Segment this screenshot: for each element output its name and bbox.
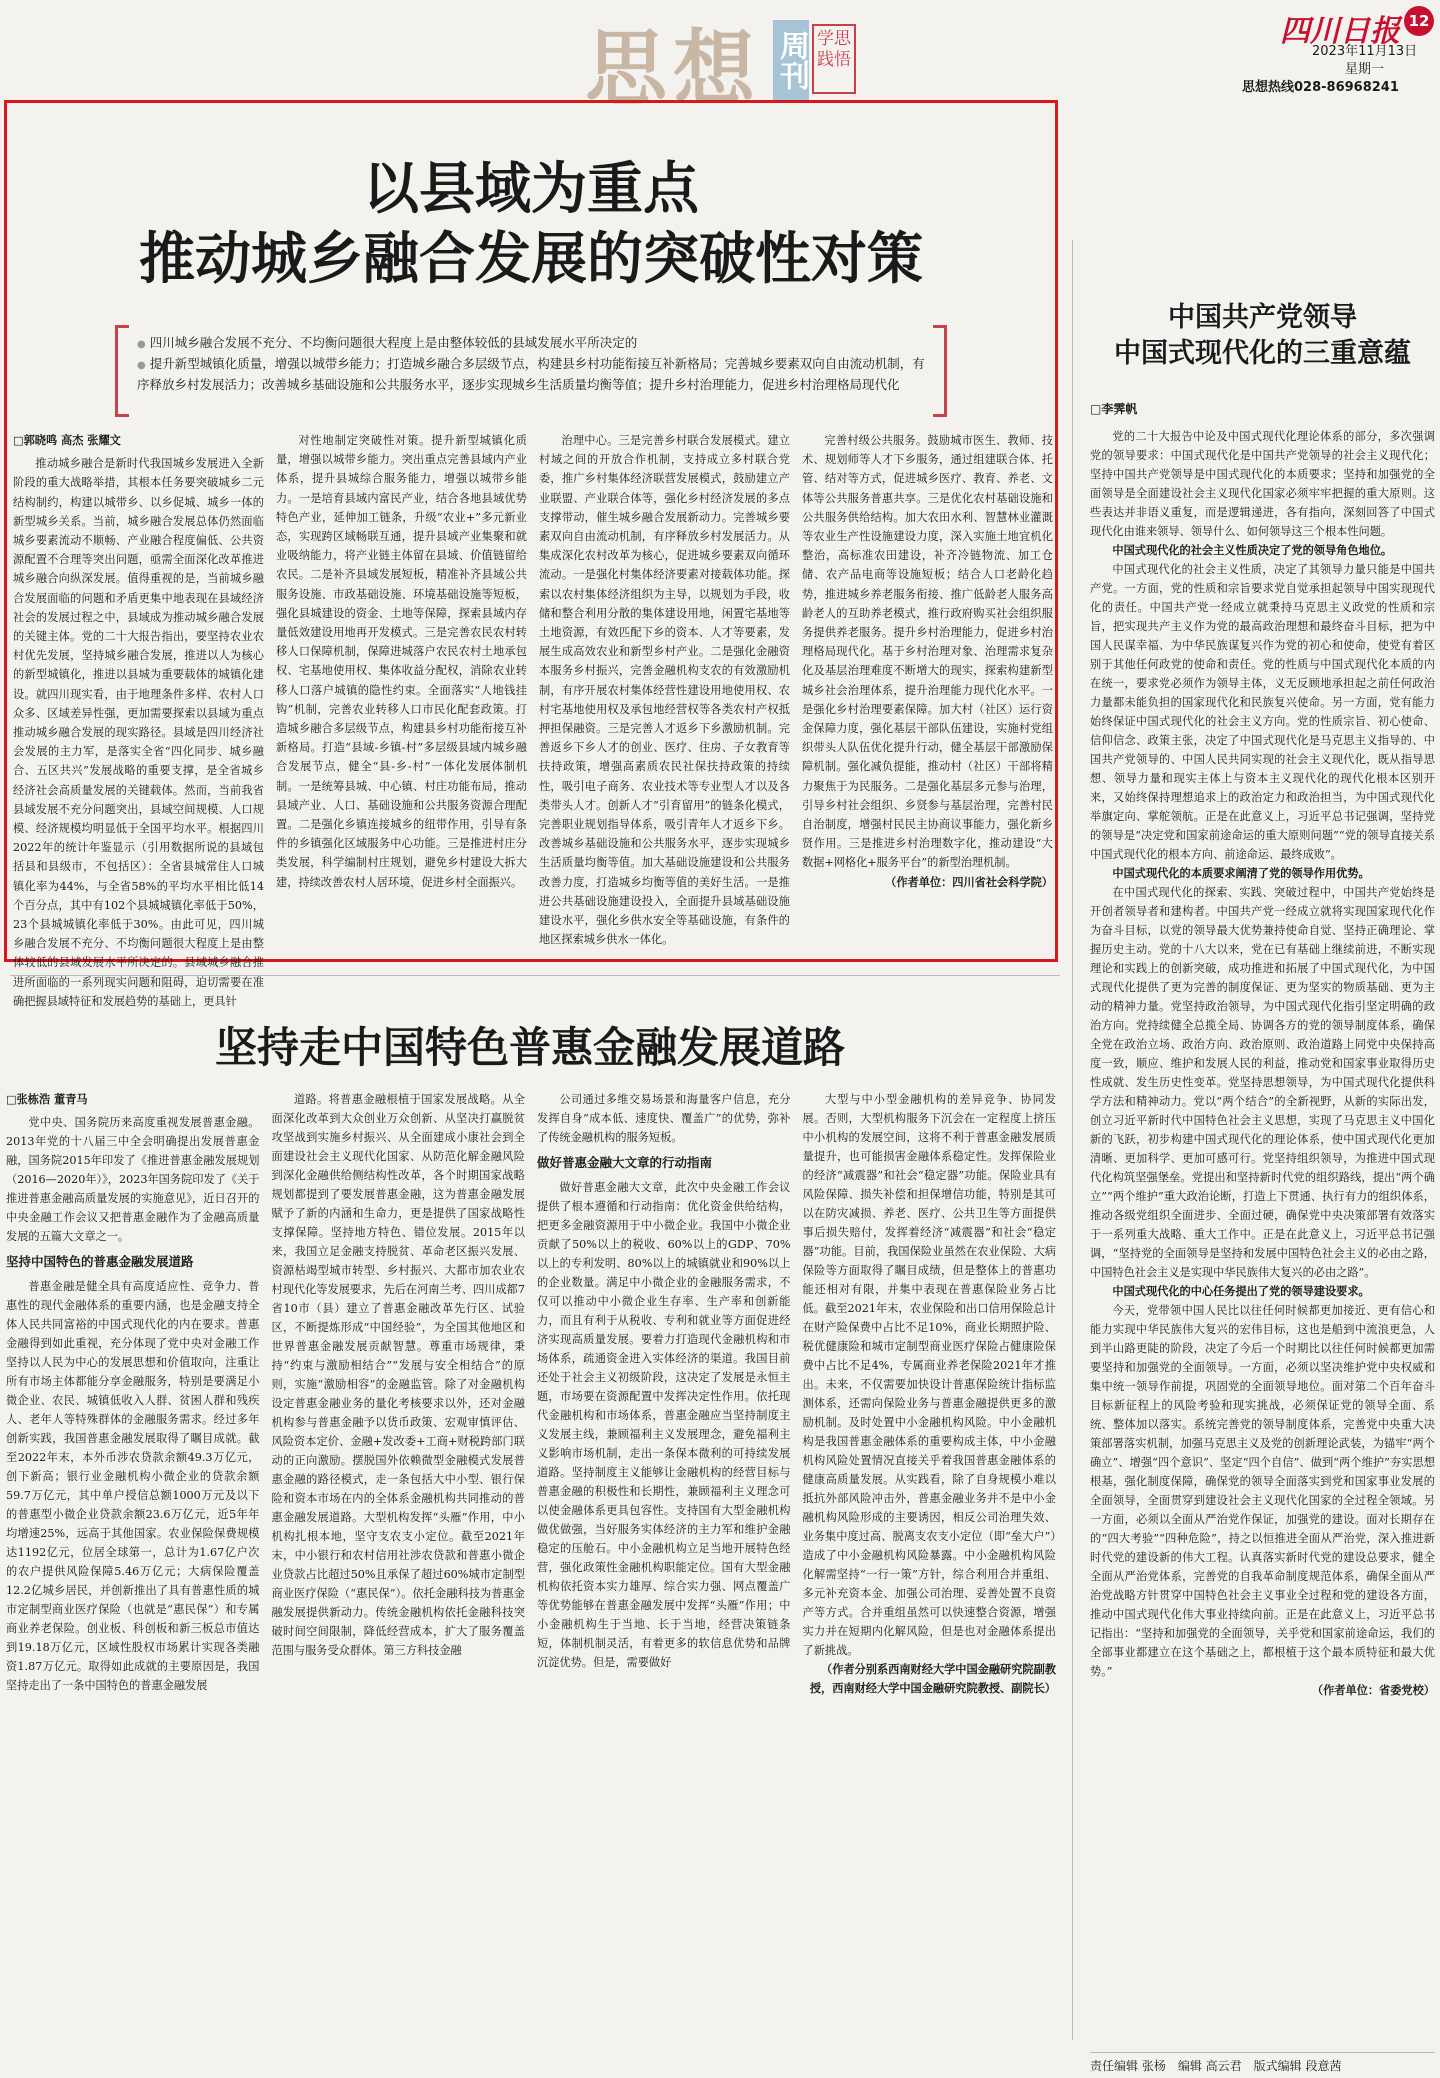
hotline: 思想热线028-86968241 [1242,80,1399,95]
article1-text: 治理中心。三是完善乡村联合发展模式。建立村域之间的开放合作机制，支持成立多村联合党委，推广乡村集体经济联营发展模式，鼓励建立产业联盟、产业联合体等，强化乡村经济发展的多点支撑带动，催生城乡融合发展新动力。完善城乡要素双向自由流动机制，有序释放乡村发展活力。从集成深化农村改革为核心，促进城乡要素双向循环流动。一是强化村集体经济要素对接载体功能。探索以农村集体经济组织为主导，以规划为手段，收储和整合利用分散的集体建设用地，闲置宅基地等土地资源，有效匹配下乡的资本、人才等要素，发展生成高效农业和新型乡村产业。二是强化金融资本服务乡村振兴，完善金融机构支农的有效激励机制，有序开展农村集体经营性建设用地使用权、农村宅基地使用权及承包地经营权等各类农村产权抵押担保融资。三是完善人才返乡下乡激励机制。完善返乡下乡人才的创业、医疗、住房、子女教育等扶持政策，增强高素质农民社保扶持政策的持续性，吸引电子商务、农业技术等专业型人才以及各类带头人才。创新人才“引育留用”的链条化模式，完善职业规划指导体系，吸引青年人才返乡下乡。改善城乡基础设施和公共服务水平，逐步实现城乡生活质量均衡等值。加大基础设施建设和公共服务改善力度，打造城乡均衡等值的美好生活。一是推进公共基础设施建设投入，全面提升县域基础设施建设水平，强化乡供水安全等基础设施，有条件的地区探索城乡供水一体化。 [539,434,790,947]
article2-body [6,1090,1056,2040]
article3-subhead: 中国式现代化的社会主义性质决定了党的领导角色地位。 [1112,543,1393,557]
article2-col-4 [803,1090,1057,2040]
summary-point-1: ● 四川城乡融合发展不充分、不均衡问题很大程度上是由整体较低的县域发展水平所决定的 [137,333,927,354]
article3-title [1090,300,1435,372]
article3-title-line2: 中国式现代化的三重意蕴 [1114,338,1411,369]
editor-credits: 责任编辑 张杨 编辑 高云君 版式编辑 段意茜 [1090,2052,1435,2074]
bracket-right [933,325,947,417]
article3-author-note: （作者单位：省委党校） [1311,1683,1435,1697]
article3-body [1090,427,1435,2027]
article2-text: 道路。将普惠金融根植于国家发展战略。从全面深化改革到大众创业万众创新、从坚决打赢脱贫攻坚战到实施乡村振兴、从全面建成小康社会到全面建设社会主义现代化国家、从防范化解金融风险到深化金融供给侧结构性改革，各个时期国家战略规划都提到了要发展普惠金融，这为普惠金融发展赋予了新的内涵和生命力，更是提供了国家战略性支撑保障。坚持地方特色、错位发展。2015年以来，我国立足金融支持脱贫、革命老区振兴发展、资源枯竭型城市转型、乡村振兴、大都市加农业农村现代化等发展要求，先后在河南兰考、四川成都7省10市（县）建立了普惠金融改革先行区、试验区，不断提炼形成“中国经验”，为全国其他地区和世界普惠金融发展贡献智慧。尊重市场规律，秉持“约束与激励相结合”“发展与安全相结合”的原则，实施“激励相容”的金融监管。除了对金融机构设定普惠金融业务的量化考核要求以外，还对金融机构参与普惠金融予以货币政策、宏观审慎评估、风险资本定价、金融+发改委+工商+财税跨部门联动的正向激励。摆脱国外依赖微型金融模式发展普惠金融的路径模式，走一条包括大中小型、银行保险和资本市场在内的全体系金融机构共同推动的普惠金融发展道路。大型机构发挥“头雁”作用，中小机构扎根本地，坚守支农支小定位。截至2021年末，中小银行和农村信用社涉农贷款和普惠小微企业贷款占比超过50%且承保了超过60%城市定制型商业医疗保险（“惠民保”）。依托金融科技为普惠金融发展提供新动力。传统金融机构依托金融科技突破时间空间限制，降低经营成本，扩大了服务覆盖范围与服务受众群体。第三方科技金融 [271,1093,525,1657]
section-zhou-label: 周刊 [773,20,809,100]
article2-col-2 [272,1090,526,2040]
article1-author-note: （作者单位：四川省社会科学院） [885,874,1053,889]
article1-title [7,155,1055,295]
article2-col-1 [6,1090,260,2040]
article1-title-line2: 推动城乡融合发展的突破性对策 [139,227,923,292]
issue-date: 2023年11月13日 [1312,44,1418,59]
article2-text: 公司通过多维交易场景和海量客户信息，充分发挥自身“成本低、速度快、覆盖广”的优势，弥补了传统金融机构的服务短板。 [537,1093,791,1144]
page-number: 12 [1404,6,1434,36]
article3-byline: □李霁帆 [1090,402,1138,416]
article3 [1090,300,1435,2040]
article1-title-line1: 以县域为重点 [363,157,699,222]
article3-subhead: 中国式现代化的中心任务提出了党的领导建设要求。 [1112,1284,1370,1298]
section-sub-label: 学思践悟 [812,24,856,94]
article1-col-3 [539,431,790,951]
section-divider [10,975,1060,976]
article1-col-2 [276,431,527,951]
article3-subhead: 中国式现代化的本质要求阐清了党的领导作用优势。 [1112,866,1370,880]
article2-byline: □张栋浩 董青马 [6,1092,88,1106]
article1-text: 完善村级公共服务。鼓励城市医生、教师、技术、规划师等人才下乡服务，通过组建联合体、托管、结对等方式，促进城乡医疗、教育、养老、文体等公共服务普惠共享。三是优化农村基础设施和公共服务供给结构。加大农田水利、智慧林业灌溉等农业生产性设施建设力度，深入实施土地宜机化整治，高标准农田建设，补齐冷链物流、加工仓储、农产品电商等设施短板；结合人口老龄化趋势，推进城乡养老服务衔接、推广低龄老人服务高龄老人的互助养老模式，推行政府购买社会组织服务提供养老服务。提升乡村治理能力，促进乡村治理格局现代化。基于乡村治理对象、治理需求复杂化及基层治理难度不断增大的现实，探索构建新型城乡社会治理体系，提升治理能力现代化水平。一是强化乡村治理要素保障。加大村（社区）运行资金保障力度，强化基层干部队伍建设，实施村党组织带头人队伍优化提升行动，健全基层干部激励保障机制。强化减负提能，推动村（社区）干部将精力聚焦于为民服务。二是强化基层多元参与治理，引导乡村社会组织、乡贤参与基层治理，完善村民自治制度，增强村民民主协商议事能力，强化新乡贤作用。三是推进乡村治理数字化，推动建设“大数据+网格化+服务平台”的新型治理机制。 [802,434,1053,870]
article1-col-4 [802,431,1053,951]
article2-title: 坚持走中国特色普惠金融发展道路 [214,1023,845,1072]
article3-paragraph: 中国式现代化的社会主义性质，决定了其领导力量只能是中国共产党。一方面，党的性质和宗旨要求党自觉承担起领导中国实现现代化的责任。中国共产党一经成立就秉持马克思主义政党的性质和宗旨，把实现共产主义作为党的最高政治理想和最终奋斗目标，把为中国人民谋幸福、为中华民族谋复兴作为党的初心和使命，使党有着区别于其他任何政党的使命和责任。党的性质与中国式现代化本质的内在统一，要求党必须作为领导主体，义无反顾地承担起之前任何政治力量都未能负担的国家现代化和民族复兴使命。另一方面，党有能力始终保证中国式现代化的社会主义方向。党的性质宗旨、初心使命、信仰信念、政策主张，决定了中国式现代化是马克思主义指导的、中国共产党领导的、中国人民共同实现的社会主义现代化，既从指导思想、领导力量和现实主体上与资本主义现代化的现代化根本区别开来，又始终保持理想追求上的政治定力和政治担当，为中国式现代化举旗定向、掌舵领航。正是在此意义上，习近平总书记强调，坚持党的领导是“决定党和国家前途命运的重大原则问题”“党的领导直接关系中国式现代化的根本方向、前途命运、最终成败”。 [1090,563,1435,861]
article1-text: 对性地制定突破性对策。提升新型城镇化质量，增强以城带乡能力。突出重点完善县域内产业体系，提升县城综合服务能力，增强以城带乡能力。一是培育县域内富民产业，结合各地县域优势特色产业，延伸加工链条，升级“农业+”多元新业态，实现跨区域畅联互通，提升县域产业集聚和就业吸纳能力，将产业链主体留在县域、价值链留给农民。二是补齐县域发展短板，精准补齐县域公共服务设施、市政基础设施、环境基础设施等短板，强化县城建设的资金、土地等保障，探索县域内存量低效建设用地再开发模式。三是完善农民农村转移人口保障机制，保障进城落户农民农村土地承包权、宅基地使用权、集体收益分配权，消除农业转移人口落户城镇的隐性约束。全面落实“人地钱挂钩”机制，完善农业转移人口市民化配套政策。打造城乡融合多层级节点，构建县乡村功能衔接互补新格局。打造“县域-乡镇-村”多层级县域内城乡融合发展节点，健全“县-乡-村”一体化发展体制机制。一是统筹县城、中心镇、村庄功能布局，推动县域产业、人口、基础设施和公共服务资源合理配置。二是强化乡镇连接城乡的纽带作用，引导有条件的乡镇强化区域服务中心功能。三是推进村庄分类发展，科学编制村庄规划，避免乡村建设大拆大建，持续改善农村人居环境，促进乡村全面振兴。 [276,434,527,889]
article1-summary [115,325,947,417]
article1-col-1 [13,431,264,1008]
article3-title-line1: 中国共产党领导 [1168,302,1357,333]
article-highlighted [4,100,1058,1008]
issue-weekday: 星期一 [1345,62,1385,77]
column-divider [1072,240,1073,2040]
section-title: 思想 [585,21,762,117]
article2-col-3 [537,1090,791,2040]
article1-body [13,431,1053,1008]
summary-text [137,333,927,394]
article2-text: 大型与中小型金融机构的差异竞争、协同发展。否则，大型机构服务下沉会在一定程度上挤压中小机构的发展空间，这将不利于普惠金融发展质量提升，也可能损害金融体系稳定性。发挥保险业的经济“减震器”和社会“稳定器”功能。保险业具有风险保障、损失补偿和担保增信功能，特别是其可以在防灾减损、养老、医疗、公共卫生等方面提供事后损失赔付，发挥着经济“减震器”和社会“稳定器”功能。目前，我国保险业虽然在农业保险、大病保险等方面取得了瞩目成绩，但是整体上的普惠功能还相对有限，并集中表现在普惠保险业务占比低。截至2021年末，农业保险和出口信用保险总计在财产险保费中占比不足10%，商业长期照护险、税优健康险和城市定制型商业医疗保险占健康险保费中占比不足4%，专属商业养老保险2021年才推出。未来，不仅需要加快设计普惠保险统计指标监测体系，还需向保险业务与普惠金融提供更多的激励机制。及时处置中小金融机构风险。中小金融机构是我国普惠金融体系的重要构成主体，中小金融机构风险处置情况直接关乎着我国普惠金融体系的健康高质量发展。从实践看，除了自身规模小难以抵抗外部风险冲击外，普惠金融业务并不是中小金融机构风险形成的主要诱因，相反公司治理失效、业务集中度过高、脱离支农支小定位（即“垒大户”）造成了中小金融机构风险暴露。中小金融机构风险化解需坚持“一行一策”方针，综合利用合并重组、多元补充资本金、加强公司治理、妥善处置不良资产等方式。合并重组虽然可以快速整合资源，增强实力并在短期内化解风险，但是也对金融体系提出了新挑战。 [802,1093,1056,1657]
article1-byline: □郭晓鸣 高杰 张耀文 [13,433,121,447]
summary-point-2: ● 提升新型城镇化质量，增强以城带乡能力；打造城乡融合多层级节点，构建县乡村功能衔接互补新格局；完善城乡要素双向自由流动机制，有序释放乡村发展活力；改善城乡基础设施和公共服务水平，逐步实现城乡生活质量均衡等值；提升乡村治理能力，促进乡村治理格局现代化 [137,354,927,394]
article2-text: 普惠金融是健全具有高度适应性、竞争力、普惠性的现代金融体系的重要内涵，也是金融支持全体人民共同富裕的中国式现代化的内在要求。普惠金融得到如此重视，充分体现了党中央对金融工作坚持以人民为中心的发展思想和价值取向，注重让所有市场主体都能分享金融服务，特别是要满足小微企业、农民、城镇低收入人群、贫困人群和残疾人、老年人等特殊群体的金融服务需求。经过多年创新实践，我国普惠金融发展取得了瞩目成就。截至2022年末，本外币涉农贷款余额49.3万亿元，创下新高；银行业金融机构小微企业的贷款余额59.7万亿元，其中单户授信总额1000万元及以下的普惠型小微企业贷款余额23.6万亿元，近5年年均增速25%，远高于其他国家。农业保险保费规模达1192亿元，位居全球第一，总计为1.67亿户次的农户提供风险保障5.46万亿元；大病保险覆盖12.2亿城乡居民，并创新推出了具有普惠性质的城市定制型商业医疗保险（也就是“惠民保”）和专属商业养老保险。创业板、科创板和新三板总市值达到19.18万亿元，区域性股权市场累计实现各类融资1.87万亿元。取得如此成就的主要原因是，我国坚持走出了一条中国特色的普惠金融发展 [6,1280,260,1692]
article3-paragraph: 今天，党带领中国人民比以往任何时候都更加接近、更有信心和能力实现中华民族伟大复兴的宏伟目标，这也是船到中流浪更急，人到半山路更陡的阶段，决定了今后一个时期比以往任何时候都更加需要坚持和加强党的全面领导。一方面，必须以坚决维护党中央权威和集中统一领导作前提，巩固党的全面领导地位。面对第二个百年奋斗目标新征程上的风险考验和现实挑战，必须保证党的领导全面、系统、整体加以落实。系统完善党的领导制度体系，完善党中央重大决策部署落实机制，加强马克思主义及党的创新理论武装，为锚牢“两个确立”、增强“四个意识”、坚定“四个自信”、做到“两个维护”夯实思想根基，强化制度保障，确保党的领导全面落实到党和国家事业发展的全面领导，全面贯穿到建设社会主义现代化国家的全过程全领域。另一方面，必须以全面从严治党作保证，加强党的建设。面对长期存在的“四大考验”“四种危险”，持之以恒推进全面从严治党，深入推进新时代党的建设新的伟大工程。认真落实新时代党的建设总要求，健全全面从严治党体系，完善党的自我革命制度规范体系，确保全面从严治党战略方针贯穿中国特色社会主义事业全过程和党的建设各方面，推动中国式现代化伟大事业持续向前。正是在此意义上，习近平总书记指出：“坚持和加强党的全面领导，关乎党和国家前途命运，我们的全部事业都建立在这个基础之上，都根植于这个最本质特征和最大优势。” [1090,1304,1435,1678]
bracket-left [115,325,129,417]
article2-section-head: 坚持中国特色的普惠金融发展道路 [6,1254,194,1269]
article2-text: 党中央、国务院历来高度重视发展普惠金融。2013年党的十八届三中全会明确提出发展普惠金融，国务院2015年印发了《推进普惠金融发展规划（2016—2020年）》，2023年国务院印发了《关于推进普惠金融高质量发展的实施意见》，近日召开的中央金融工作会议又把普惠金融作为了金融高质量发展的五篇大文章之一。 [6,1116,260,1243]
article2-text: 做好普惠金融大文章，此次中央金融工作会议提供了根本遵循和行动指南：优化资金供给结构，把更多金融资源用于中小微企业。我国中小微企业贡献了50%以上的税收、60%以上的GDP、70%以上的专利发明、80%以上的城镇就业和90%以上的企业数量。满足中小微企业的金融服务需求，不仅可以推动中小微企业生存率、生产率和创新能力，而且有利于从税收、专利和就业等方面促进经济实现高质量发展。要着力打造现代金融机构和市场体系，疏通资金进入实体经济的渠道。我国目前还处于社会主义初级阶段，这决定了发展是永恒主题，市场要在资源配置中发挥决定性作用。依托现代金融机构和市场体系，普惠金融应当坚持制度主义发展主线，兼顾福利主义发展理念，避免福利主义影响市场机制，走出一条保本微利的可持续发展道路。坚持制度主义能够让金融机构的经营目标与普惠金融的积极性和长期性，兼顾福利主义理念可以使金融体系更具包容性。支持国有大型金融机构做优做强，当好服务实体经济的主力军和维护金融稳定的压舱石。中小金融机构立足当地开展特色经营，强化政策性金融机构职能定位。国有大型金融机构依托资本实力雄厚、综合实力强、网点覆盖广等优势能够在普惠金融发展中发挥“头雁”作用；中小金融机构生于当地、长于当地，经营决策链条短，体制机制灵活，有着更多的软信息优势和品牌沉淀优势。但是，需要做好 [537,1181,791,1669]
article3-paragraph: 党的二十大报告中论及中国式现代化理论体系的部分，多次强调党的领导要求：中国式现代化是中国共产党领导的社会主义现代化；坚持中国共产党领导是中国式现代化的本质要求；坚持和加强党的全面领导是全面建设社会主义现代化国家必须牢牢把握的重大原则。这些表达并非语义重复，而是逻辑递进，各有指向，深刻回答了中国式现代化由谁来领导、领导什么、如何领导这三个根本性问题。 [1090,430,1435,538]
article1-text: 推动城乡融合是新时代我国城乡发展进入全新阶段的重大战略举措，其根本任务要突破城乡二元结构制约，构建以城带乡、以乡促城、城乡一体的新型城乡关系。当前，城乡融合发展总体仍然面临城乡要素流动不顺畅、产业融合程度偏低、公共资源配置不合理等突出问题，亟需全面深化改革推进城乡融合向纵深发展。值得重视的是，当前城乡融合发展面临的问题和矛盾更集中地表现在县域经济社会的发展过程之中，县域成为推动城乡融合发展的关键主体。党的二十大报告指出，要坚持农业农村优先发展，坚持城乡融合发展，推进以人为核心的新型城镇化，推进以县城为重要载体的城镇化建设。就四川现实看，由于地理条件多样、农村人口众多、区域差异性强，更加需要探索以县域为重点推动城乡融合发展的现实路径。县域是四川经济社会发展的主力军，是落实全省“四化同步、城乡融合、五区共兴”发展战略的重要支撑，是全省城乡经济社会高质量发展的关键载体。然而，当前我省县域发展不充分问题突出，县域空间规模、人口规模、经济规模均明显低于全国平均水平。根据四川2022年的统计年鉴显示（引用数据所说的县域包括县和县级市，不包括区）：全省县城常住人口城镇化率为44%，与全省58%的平均水平相比低14个百分点，其中有102个县城城镇化率低于50%，23个县城城镇化率低于30%。由此可见，四川城乡融合发展不充分、不均衡问题很大程度上是由整体较低的县域发展水平所决定的。县域城乡融合推进所面临的一系列现实问题和阻碍，迫切需要在准确把握县域特征和发展趋势的基础上，更具针 [13,457,264,1008]
article3-paragraph: 在中国式现代化的探索、实践、突破过程中，中国共产党始终是开创者领导者和建构者。中国共产党一经成立就将实现国家现代化作为奋斗目标，以党的领导最大优势兼持使命自觉、坚持正确理论、掌握历史主动。党的十八大以来，党在已有基础上继续前进，不断实现理论和实践上的创新突破，成功推进和拓展了中国式现代化，为中国式现代化提供了更为完善的制度保证、更为坚实的物质基础、更为主动的精神力量。党坚持政治领导，为中国式现代化指引坚定明确的政治方向。党持续健全总揽全局、协调各方的党的领导制度体系，确保全党在政治立场、政治方向、政治原则、政治道路上同党中央保持高度一致，顺应、维护和发展人民的利益，推动党和国家事业取得历史性成就、发生历史性变革。党坚持思想领导，为中国式现代化提供科学方法和精神动力。党以“两个结合”的全新视野，从新的实际出发，创立习近平新时代中国特色社会主义思想，实现了马克思主义中国化新的飞跃，初步构建中国式现代化的理论体系，使中国式现代化更加清晰、更加科学、更加可感可行。党坚持组织领导，为推进中国式现代化构筑坚强堡垒。党提出和坚持新时代党的组织路线，提出“两个确立”“两个维护”重大政治论断，打造上下贯通、执行有力的组织体系，推动各级党组织全面进步、全面过硬，确保党中央决策部署有效落实于一系列重大战略、重大工作中。正是在此意义上，习近平总书记强调，“坚持党的全面领导是坚持和发展中国特色社会主义的必由之路，中国特色社会主义是实现中华民族伟大复兴的必由之路”。 [1090,886,1435,1279]
article2-author-note: （作者分别系西南财经大学中国金融研究院副教授，西南财经大学中国金融研究院教授、副院长） [809,1662,1056,1695]
article2-section-head: 做好普惠金融大文章的行动指南 [537,1155,713,1170]
paper-logo: 四川日报 [1280,14,1400,49]
